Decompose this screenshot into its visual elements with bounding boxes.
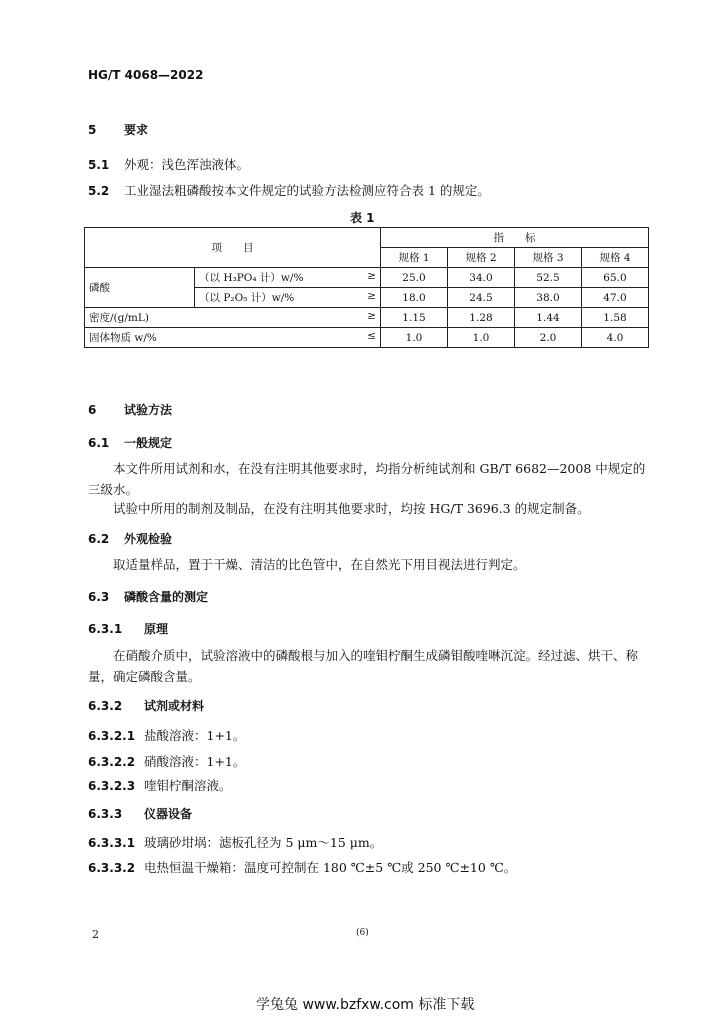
- section-6-3-3-heading: [88, 805, 192, 822]
- table-caption: 表 1: [350, 211, 375, 225]
- cell-value: 4.0: [582, 328, 649, 348]
- row-sub: （以 H₃PO₄ 计）w/% ≥: [195, 268, 381, 288]
- section-6-3-heading: [88, 588, 208, 605]
- cell-value: 52.5: [515, 268, 582, 288]
- section-number: 6.3: [88, 590, 110, 604]
- section-number: 6.2: [88, 532, 110, 546]
- clause-6-3-3-1: [88, 833, 382, 851]
- section-title: 原理: [144, 622, 169, 636]
- page-mark: (6): [356, 928, 369, 938]
- section-title: 试验方法: [124, 403, 173, 417]
- section-number: 6: [88, 403, 97, 417]
- row-name: 固体物质 w/% ≤: [85, 328, 381, 348]
- clause-6-3-2-3: [88, 776, 232, 794]
- section-title: 外观检验: [124, 532, 173, 546]
- cell-value: 1.58: [582, 308, 649, 328]
- document-code: HG/T 4068—2022: [88, 68, 204, 82]
- clause-number: 6.3.2.1: [88, 729, 136, 743]
- section-5-heading: [88, 121, 148, 138]
- paragraph-6-1-b: 试验中所用的制剂及制品，在没有注明其他要求时，均按 HG/T 3696.3 的规定制备。: [113, 501, 590, 516]
- row-sub: （以 P₂O₅ 计）w/% ≥: [195, 288, 381, 308]
- cell-value: 18.0: [381, 288, 448, 308]
- clause-number: 6.3.3.1: [88, 836, 136, 850]
- section-title: 一般规定: [124, 436, 173, 450]
- table-header-spec: 规格 1: [381, 248, 448, 268]
- section-number: 6.3.1: [88, 622, 123, 636]
- table-header-spec: 规格 2: [448, 248, 515, 268]
- paragraph-6-3-1: 在硝酸介质中，试验溶液中的磷酸根与加入的喹钼柠酮生成磷钼酸喹啉沉淀。经过滤、烘干、称量，确定磷酸含量。: [88, 648, 639, 684]
- spec-table: [84, 227, 649, 348]
- section-title: 试剂或材料: [144, 699, 205, 713]
- clause-text: 外观：浅色浑浊液体。: [124, 157, 250, 172]
- clause-text: 硝酸溶液：1+1。: [144, 754, 246, 769]
- page-number: 2: [92, 928, 99, 941]
- clause-text: 玻璃砂坩埚：滤板孔径为 5 μm～15 μm。: [144, 835, 383, 850]
- clause-text: 工业湿法粗磷酸按本文件规定的试验方法检测应符合表 1 的规定。: [124, 183, 490, 198]
- section-title: 磷酸含量的测定: [124, 590, 209, 604]
- clause-5-1: [88, 155, 249, 173]
- section-6-3-1-heading: [88, 620, 168, 637]
- row-name: 密度/(g/mL) ≥: [85, 308, 381, 328]
- paragraph-6-1-a: 本文件所用试剂和水，在没有注明其他要求时，均指分析纯试剂和 GB/T 6682—2008 中规定的三级水。: [88, 461, 646, 497]
- section-number: 6.3.3: [88, 807, 123, 821]
- cell-value: 24.5: [448, 288, 515, 308]
- clause-6-3-2-1: [88, 726, 245, 744]
- cell-value: 1.0: [381, 328, 448, 348]
- cell-value: 2.0: [515, 328, 582, 348]
- clause-number: 6.3.2.2: [88, 755, 136, 769]
- section-6-3-2-heading: [88, 697, 204, 714]
- table-header-spec: 规格 4: [582, 248, 649, 268]
- paragraph-6-2: 取适量样品，置于干燥、清洁的比色管中，在自然光下用目视法进行判定。: [113, 557, 526, 572]
- cell-value: 1.28: [448, 308, 515, 328]
- cell-value: 38.0: [515, 288, 582, 308]
- clause-text: 电热恒温干燥箱：温度可控制在 180 ℃±5 ℃或 250 ℃±10 ℃。: [144, 860, 517, 875]
- cell-value: 1.15: [381, 308, 448, 328]
- clause-number: 5.2: [88, 184, 110, 198]
- cell-value: 1.0: [448, 328, 515, 348]
- section-6-heading: [88, 401, 172, 418]
- section-number: 5: [88, 123, 97, 137]
- table-header-spec: 规格 3: [515, 248, 582, 268]
- clause-number: 6.3.2.3: [88, 779, 136, 793]
- clause-6-3-3-2: [88, 858, 516, 876]
- section-title: 要求: [124, 123, 149, 137]
- section-6-2-heading: [88, 530, 172, 547]
- table-row: [85, 268, 649, 288]
- cell-value: 25.0: [381, 268, 448, 288]
- section-number: 6.3.2: [88, 699, 123, 713]
- table-header-item: 项 目: [85, 228, 381, 268]
- table-header-index: 指 标: [381, 228, 649, 248]
- cell-value: 65.0: [582, 268, 649, 288]
- cell-value: 34.0: [448, 268, 515, 288]
- clause-text: 喹钼柠酮溶液。: [144, 778, 232, 793]
- cell-value: 1.44: [515, 308, 582, 328]
- watermark: 学兔兔 www.bzfxw.com 标准下载: [256, 997, 475, 1013]
- clause-text: 盐酸溶液：1+1。: [144, 728, 246, 743]
- cell-value: 47.0: [582, 288, 649, 308]
- table-row: [85, 308, 649, 328]
- clause-number: 6.3.3.2: [88, 861, 136, 875]
- section-6-1-heading: [88, 434, 172, 451]
- section-title: 仪器设备: [144, 807, 193, 821]
- clause-6-3-2-2: [88, 752, 245, 770]
- clause-number: 5.1: [88, 158, 110, 172]
- clause-5-2: [88, 181, 490, 199]
- row-name: 磷酸: [85, 268, 195, 308]
- section-number: 6.1: [88, 436, 110, 450]
- table-row: [85, 328, 649, 348]
